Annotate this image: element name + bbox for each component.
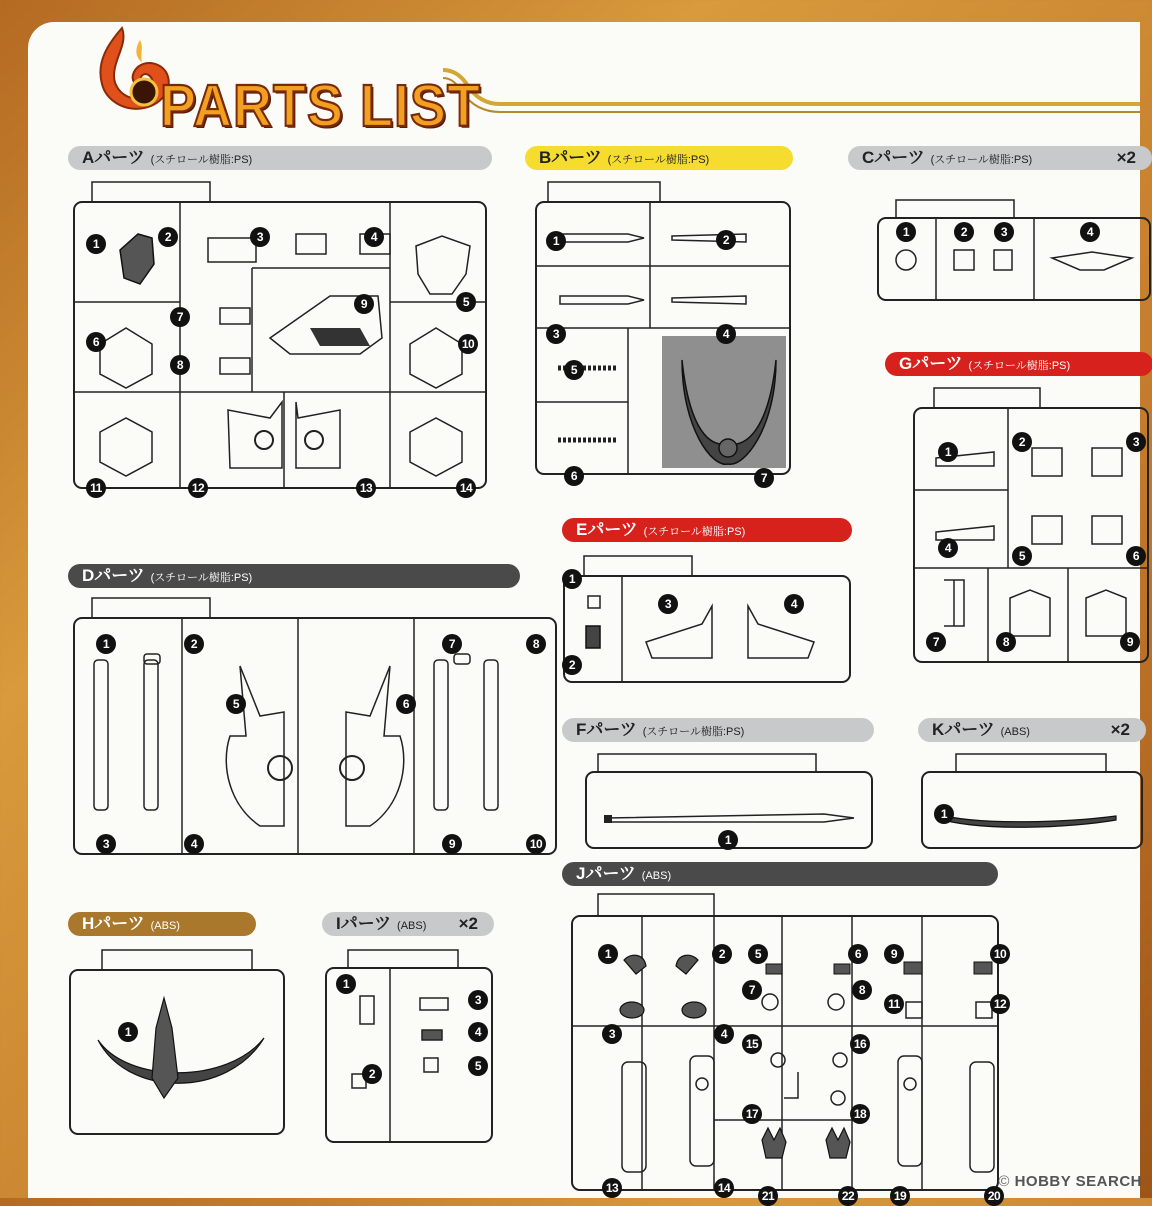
part-number: 21 xyxy=(758,1186,778,1206)
section-h-header xyxy=(68,912,256,936)
part-number: 5 xyxy=(1012,546,1032,566)
part-number: 9 xyxy=(442,834,462,854)
watermark-text: HOBBY SEARCH xyxy=(1014,1173,1142,1190)
section-a-name: Aパーツ xyxy=(82,148,145,167)
section-i-material: (ABS) xyxy=(397,920,427,932)
part-number: 7 xyxy=(742,980,762,1000)
part-number: 1 xyxy=(598,944,618,964)
part-number: 4 xyxy=(716,324,736,344)
part-number: 6 xyxy=(1126,546,1146,566)
part-number: 2 xyxy=(1012,432,1032,452)
section-i-header xyxy=(322,912,494,936)
section-i-name: Iパーツ xyxy=(336,914,392,933)
part-number: 4 xyxy=(784,594,804,614)
section-c-material: (スチロール樹脂:PS) xyxy=(930,154,1033,166)
runner-g xyxy=(910,386,1152,666)
part-number: 1 xyxy=(336,974,356,994)
section-f-material: (スチロール樹脂:PS) xyxy=(642,726,745,738)
part-number: 4 xyxy=(184,834,204,854)
part-number: 7 xyxy=(754,468,774,488)
section-c-multiplier: ×2 xyxy=(1116,148,1136,167)
part-number: 3 xyxy=(658,594,678,614)
runner-k xyxy=(920,752,1146,852)
part-number: 1 xyxy=(96,634,116,654)
part-number: 6 xyxy=(564,466,584,486)
part-number: 1 xyxy=(86,234,106,254)
section-j-name: Jパーツ xyxy=(576,864,636,883)
part-number: 4 xyxy=(1080,222,1100,242)
part-number: 2 xyxy=(158,227,178,247)
part-number: 5 xyxy=(564,360,584,380)
part-number: 1 xyxy=(896,222,916,242)
emblem-icon xyxy=(131,79,157,105)
part-number: 1 xyxy=(934,804,954,824)
part-number: 3 xyxy=(1126,432,1146,452)
part-number: 19 xyxy=(890,1186,910,1206)
manual-page xyxy=(28,22,1140,1203)
copyright-icon: © xyxy=(998,1173,1015,1190)
part-number: 11 xyxy=(86,478,106,498)
runner-j xyxy=(570,892,1000,1192)
part-number: 2 xyxy=(716,230,736,250)
section-b-material: (スチロール樹脂:PS) xyxy=(607,154,710,166)
section-g-header xyxy=(885,352,1152,376)
section-f-header xyxy=(562,718,874,742)
section-c-header xyxy=(848,146,1152,170)
section-j-material: (ABS) xyxy=(641,870,672,882)
part-number: 9 xyxy=(884,944,904,964)
part-number: 5 xyxy=(226,694,246,714)
part-number: 18 xyxy=(850,1104,870,1124)
section-d-material: (スチロール樹脂:PS) xyxy=(150,572,253,584)
section-b-name: Bパーツ xyxy=(539,148,602,167)
part-number: 1 xyxy=(938,442,958,462)
part-number: 13 xyxy=(356,478,376,498)
section-k-name: Kパーツ xyxy=(932,720,995,739)
section-k-material: (ABS) xyxy=(1000,726,1030,738)
runner-h xyxy=(68,948,288,1138)
part-number: 16 xyxy=(850,1034,870,1054)
part-number: 14 xyxy=(456,478,476,498)
part-number: 8 xyxy=(526,634,546,654)
part-number: 3 xyxy=(96,834,116,854)
part-number: 11 xyxy=(884,994,904,1014)
part-number: 4 xyxy=(364,227,384,247)
section-e-material: (スチロール樹脂:PS) xyxy=(643,526,746,538)
part-number: 17 xyxy=(742,1104,762,1124)
part-number: 7 xyxy=(170,307,190,327)
section-f-name: Fパーツ xyxy=(576,720,637,739)
part-number: 10 xyxy=(990,944,1010,964)
section-d-header xyxy=(68,564,520,588)
part-number: 12 xyxy=(188,478,208,498)
part-number: 7 xyxy=(442,634,462,654)
part-number: 12 xyxy=(990,994,1010,1014)
part-number: 4 xyxy=(714,1024,734,1044)
part-number: 8 xyxy=(996,632,1016,652)
section-k-header xyxy=(918,718,1146,742)
part-number: 7 xyxy=(926,632,946,652)
section-a-material: (スチロール樹脂:PS) xyxy=(150,154,253,166)
section-i-multiplier: ×2 xyxy=(458,914,478,933)
section-g-material: (スチロール樹脂:PS) xyxy=(968,360,1071,372)
runner-c xyxy=(876,198,1152,302)
part-number: 14 xyxy=(714,1178,734,1198)
section-k-multiplier: ×2 xyxy=(1110,720,1130,739)
section-d-name: Dパーツ xyxy=(82,566,145,585)
part-number: 8 xyxy=(170,355,190,375)
part-number: 9 xyxy=(354,294,374,314)
part-number: 1 xyxy=(718,830,738,850)
part-number: 13 xyxy=(602,1178,622,1198)
part-number: 22 xyxy=(838,1186,858,1206)
runner-b xyxy=(532,178,794,478)
part-number: 2 xyxy=(712,944,732,964)
section-e-name: Eパーツ xyxy=(576,520,638,539)
part-number: 2 xyxy=(362,1064,382,1084)
part-number: 2 xyxy=(562,655,582,675)
part-number: 3 xyxy=(994,222,1014,242)
section-b-header xyxy=(525,146,793,170)
part-number: 4 xyxy=(468,1022,488,1042)
part-number: 3 xyxy=(546,324,566,344)
section-h-name: Hパーツ xyxy=(82,914,145,933)
part-number: 3 xyxy=(250,227,270,247)
section-c-name: Cパーツ xyxy=(862,148,925,167)
part-number: 1 xyxy=(562,569,582,589)
part-number: 1 xyxy=(118,1022,138,1042)
part-number: 2 xyxy=(954,222,974,242)
runner-d xyxy=(70,596,560,858)
part-number: 3 xyxy=(602,1024,622,1044)
part-number: 10 xyxy=(458,334,478,354)
part-number: 4 xyxy=(938,538,958,558)
part-number: 5 xyxy=(456,292,476,312)
part-number: 6 xyxy=(396,694,416,714)
section-j-header xyxy=(562,862,998,886)
part-number: 1 xyxy=(546,231,566,251)
part-number: 5 xyxy=(748,944,768,964)
section-a-header xyxy=(68,146,492,170)
page-title: PARTS LIST xyxy=(160,73,482,140)
section-h-material: (ABS) xyxy=(150,920,180,932)
runner-a xyxy=(70,178,490,490)
part-number: 15 xyxy=(742,1034,762,1054)
section-g-name: Gパーツ xyxy=(899,354,963,373)
part-number: 20 xyxy=(984,1186,1004,1206)
part-number: 10 xyxy=(526,834,546,854)
section-e-header xyxy=(562,518,852,542)
part-number: 2 xyxy=(184,634,204,654)
part-number: 8 xyxy=(852,980,872,1000)
part-number: 6 xyxy=(848,944,868,964)
runner-e xyxy=(562,554,854,686)
watermark xyxy=(998,1173,1142,1190)
part-number: 6 xyxy=(86,332,106,352)
part-number: 9 xyxy=(1120,632,1140,652)
part-number: 3 xyxy=(468,990,488,1010)
part-number: 5 xyxy=(468,1056,488,1076)
